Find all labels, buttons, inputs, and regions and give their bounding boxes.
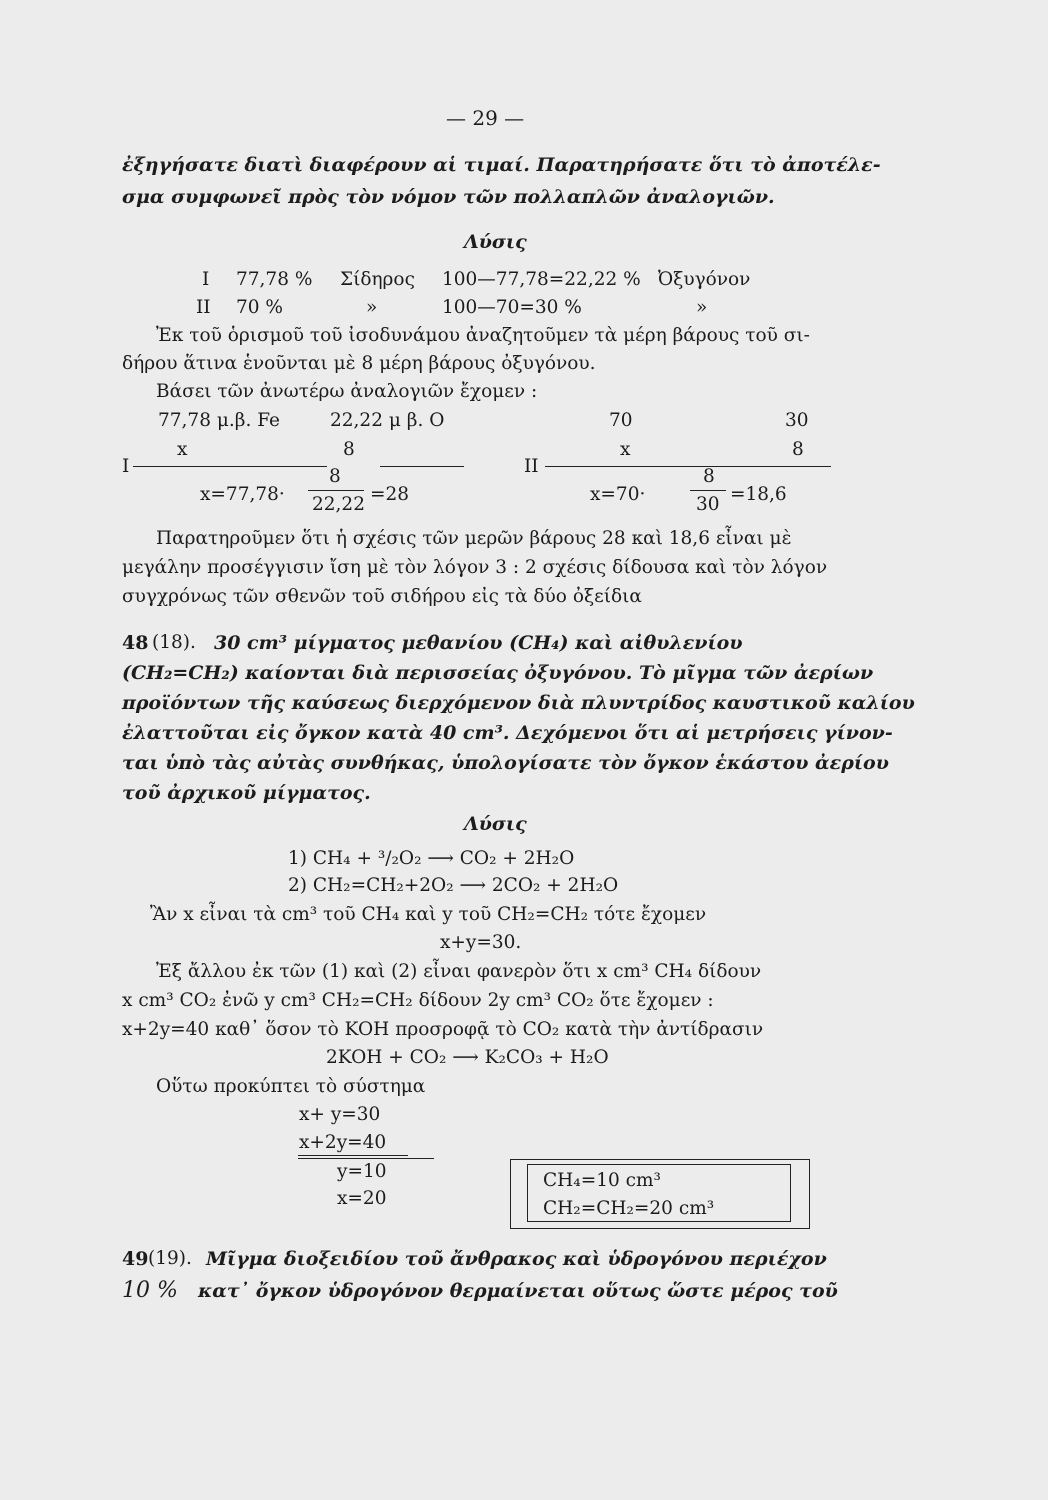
answer-ch4: CH₄=10 cm³ <box>543 1170 661 1191</box>
ratio-element: » <box>366 297 378 318</box>
reaction-1: 1) CH₄ + ³/₂O₂ ⟶ CO₂ + 2H₂O <box>288 848 575 869</box>
result-value: =28 <box>370 484 410 505</box>
heading-left: 70 <box>609 410 633 431</box>
fe-heading: 77,78 μ.β. Fe <box>158 410 280 431</box>
solution-label: Λύσις <box>464 813 527 835</box>
ratio-number: I <box>202 269 210 290</box>
para3-line-4: x cm³ CO₂ ἐνῶ y cm³ CH₂=CH₂ δίδουν 2y cm³ CO₂ ὅτε ἔχομεν : <box>122 990 714 1011</box>
system-rule <box>298 1158 434 1159</box>
para3-line-2: x+y=30. <box>440 932 522 953</box>
page-number: — 29 — <box>446 106 525 130</box>
ratio-calc: 100—70=30 % <box>442 297 582 318</box>
result-value: =18,6 <box>730 484 787 505</box>
problem-number: 49 <box>122 1248 149 1270</box>
para3-line-5: x+2y=40 καθ᾽ ὅσον τὸ KOH προσροφᾷ τὸ CO₂ κατὰ τὴν ἀντίδρασιν <box>122 1019 764 1040</box>
system-eq-1: x+ y=30 <box>299 1104 381 1125</box>
para1-line-3: Βάσει τῶν ἀνωτέρω ἀναλογιῶν ἔχομεν : <box>156 381 538 402</box>
para1-line-1: Ἐκ τοῦ ὁρισμοῦ τοῦ ἰσοδυνάμου ἀναζητοῦμεν τὰ μέρη βάρους τοῦ σι- <box>156 325 810 346</box>
fraction-denominator: 30 <box>696 494 720 515</box>
eight-value: 8 <box>343 439 355 460</box>
unknown-x: x <box>177 439 188 460</box>
result-lhs: x=70· <box>590 484 646 505</box>
fraction-denominator: 22,22 <box>312 494 365 515</box>
fraction-numerator: 8 <box>329 466 341 487</box>
answer-ethylene: CH₂=CH₂=20 cm³ <box>543 1198 715 1219</box>
divider-line <box>545 466 831 467</box>
intro-line-2: σμα συμφωνεῖ πρὸς τὸν νόμον τῶν πολλαπλῶν ἀναλογιῶν. <box>122 186 775 208</box>
ratio-element: Σίδηρος <box>340 269 415 290</box>
system-eq-3: y=10 <box>337 1161 387 1182</box>
ratio-number: II <box>196 297 211 318</box>
problem-number: 48 <box>122 632 149 654</box>
problem-line-4: ἐλαττοῦται εἰς ὄγκον κατὰ 40 cm³. Δεχόμενοι ὅτι αἱ μετρήσεις γίνον- <box>122 722 893 744</box>
reaction-2: 2) CH₂=CH₂+2O₂ ⟶ 2CO₂ + 2H₂O <box>288 875 619 896</box>
answer-box <box>510 1159 810 1229</box>
ratio-percent: 77,78 % <box>236 269 313 290</box>
para2-line-1 <box>156 530 864 549</box>
para3-line-1: Ἂν x εἶναι τὰ cm³ τοῦ CH₄ καὶ y τοῦ CH₂=CH₂ τότε ἔχομεν <box>150 904 707 925</box>
ratio-other: Ὀξυγόνον <box>658 269 751 290</box>
para3-line-7: Οὕτω προκύπτει τὸ σύστημα <box>156 1076 426 1097</box>
eight-value: 8 <box>792 439 804 460</box>
para2-text: Παρατηροῦμεν ὅτι ἡ σχέσις τῶν μερῶν βάρους 28 καὶ 18,6 εἶναι μὲ <box>156 528 792 549</box>
fraction-numerator: 8 <box>703 466 715 487</box>
para3-line-6: 2KOH + CO₂ ⟶ K₂CO₃ + H₂O <box>326 1047 609 1068</box>
fraction-bar <box>308 490 364 491</box>
problem-ref: (19). <box>148 1248 192 1269</box>
fraction-bar <box>690 490 726 491</box>
problem-line-5: ται ὑπὸ τὰς αὐτὰς συνθήκας, ὑπολογίσατε τὸν ὄγκον ἑκάστου ἀερίου <box>122 752 889 774</box>
divider-line <box>133 466 327 467</box>
system-eq-2: x+2y=40 <box>299 1132 387 1153</box>
problem-line-1: Μῖγμα διοξειδίου τοῦ ἄνθρακος καὶ ὑδρογόνου περιέχον <box>206 1248 827 1270</box>
ratio-calc: 100—77,78=22,22 % <box>442 269 641 290</box>
proportion-label: I <box>122 456 130 477</box>
underline <box>298 1155 408 1156</box>
para2-line-2: μεγάλην προσέγγισιν ἴση μὲ τὸν λόγον 3 : 2 σχέσις δίδουσα καὶ τὸν λόγον <box>122 557 828 578</box>
divider-line <box>380 466 464 467</box>
heading-right: 30 <box>785 410 809 431</box>
problem-line-1: 30 cm³ μίγματος μεθανίου (CH₄) καὶ αἰθυλενίου <box>214 632 743 654</box>
result-lhs: x=77,78· <box>200 484 285 505</box>
problem-line-2: κατ᾽ ὄγκον ὑδρογόνον θερμαίνεται οὕτως ὥστε μέρος τοῦ <box>198 1280 838 1302</box>
intro-line-1: ἐξηγήσατε διατὶ διαφέρουν αἱ τιμαί. Παρατηρήσατε ὅτι τὸ ἀποτέλε- <box>122 154 881 176</box>
para3-line-3: Ἐξ ἄλλου ἐκ τῶν (1) καὶ (2) εἶναι φανερὸν ὅτι x cm³ CH₄ δίδουν <box>156 961 762 982</box>
ratio-percent: 70 % <box>236 297 283 318</box>
problem-line-2: (CH₂=CH₂) καίονται διὰ περισσείας ὀξυγόνου. Τὸ μῖγμα τῶν ἀερίων <box>122 662 874 684</box>
solution-label: Λύσις <box>464 231 527 253</box>
unknown-x: x <box>620 439 631 460</box>
problem-percent: 10 % <box>122 1278 178 1303</box>
para1-line-2: δήρου ἅτινα ἑνοῦνται μὲ 8 μέρη βάρους ὀξυγόνου. <box>122 353 596 374</box>
system-eq-4: x=20 <box>337 1188 387 1209</box>
problem-ref: (18). <box>152 632 196 653</box>
o-heading: 22,22 μ β. O <box>330 410 445 431</box>
proportion-label: II <box>524 456 539 477</box>
ratio-other: » <box>696 297 708 318</box>
problem-line-3: προϊόντων τῆς καύσεως διερχόμενον διὰ πλυντρίδος καυστικοῦ καλίου <box>122 692 915 714</box>
para2-line-3: συγχρόνως τῶν σθενῶν τοῦ σιδήρου εἰς τὰ δύο ὀξείδια <box>122 586 642 607</box>
problem-line-6: τοῦ ἀρχικοῦ μίγματος. <box>122 782 371 804</box>
